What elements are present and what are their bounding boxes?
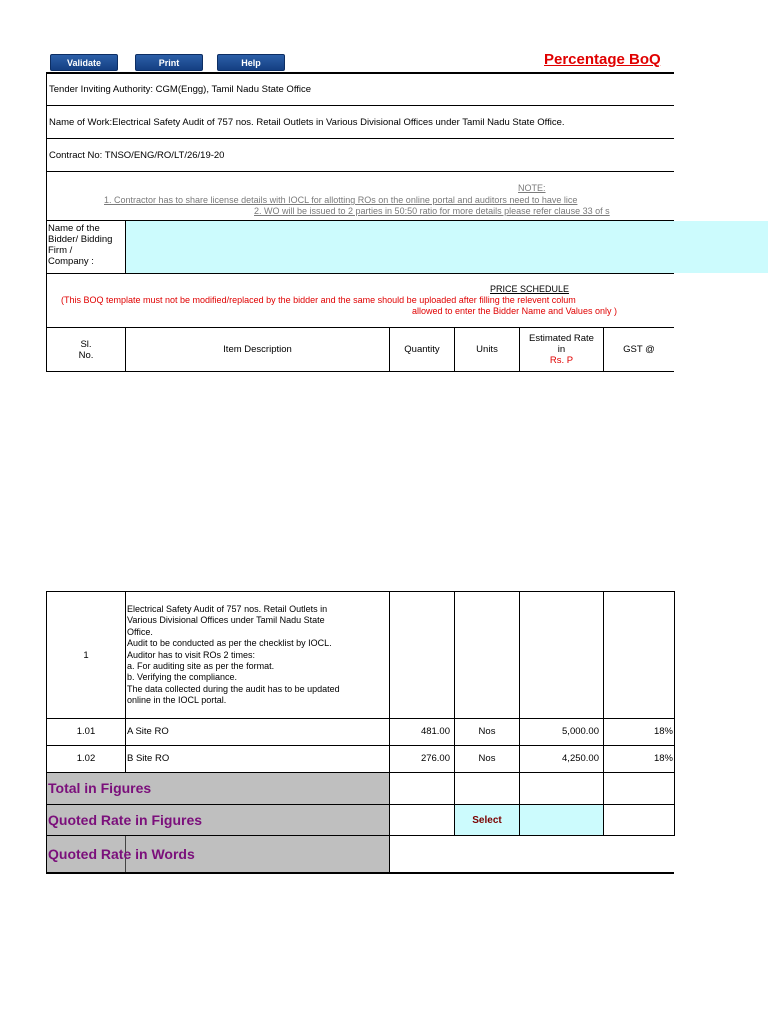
quoted-rate-input[interactable] [520,805,603,835]
note-line-2: 2. WO will be issued to 2 parties in 50:50 ratio for more details please refer clause 33 of s [254,206,610,216]
note-line-1: 1. Contractor has to share license details with IOCL for allotting ROs on the online portal and auditors need to have lice [104,195,578,205]
help-button[interactable]: Help [217,54,285,71]
validate-button[interactable]: Validate [50,54,118,71]
col-units: Units [476,344,498,355]
row-quantity: 481.00 [420,726,450,737]
template-warning-line-1: (This BOQ template must not be modified/replaced by the bidder and the same should be uploaded after filling the relevent colum [61,295,576,305]
notes-section [47,172,674,220]
col-sl-no: Sl. No. [78,339,94,361]
item-main-sl: 1 [83,650,89,661]
row-rate: 5,000.00 [562,726,599,737]
row-description: B Site RO [127,753,170,764]
col-item-description: Item Description [223,344,292,355]
col-gst: GST @ [623,344,655,355]
row-units: Nos [478,753,496,764]
quoted-rate-words-value [390,836,674,872]
row-units: Nos [478,726,496,737]
row-gst: 18% [653,753,673,764]
bidder-name-input[interactable] [126,221,768,273]
template-warning-line-2: allowed to enter the Bidder Name and Values only ) [412,306,617,316]
total-in-figures-label: Total in Figures [48,780,152,796]
row-gst: 18% [653,726,673,737]
col-estimated-rate: Estimated Rate in Rs. P [529,333,594,366]
bidder-label: Name of the Bidder/ Bidding Firm / Company : [48,223,113,267]
row-sl: 1.02 [76,753,96,764]
contract-no: Contract No: TNSO/ENG/RO/LT/26/19-20 [49,150,225,161]
page-title: Percentage BoQ [544,51,661,68]
row-description: A Site RO [127,726,169,737]
col-quantity: Quantity [404,344,440,355]
price-schedule-heading: PRICE SCHEDULE [490,284,570,294]
price-schedule-section [47,274,674,327]
tender-authority: Tender Inviting Authority: CGM(Engg), Tamil Nadu State Office [49,84,312,95]
select-dropdown[interactable]: Select [455,805,519,835]
row-quantity: 276.00 [420,753,450,764]
row-rate: 4,250.00 [562,753,599,764]
name-of-work: Name of Work:Electrical Safety Audit of 757 nos. Retail Outlets in Various Divisional Offices under Tamil Nadu State Office. [49,117,565,128]
note-label: NOTE: [518,183,546,193]
print-button[interactable]: Print [135,54,203,71]
row-sl: 1.01 [76,726,96,737]
quoted-rate-words-label: Quoted Rate in Words [48,846,195,862]
item-main-description: Electrical Safety Audit of 757 nos. Retail Outlets in Various Divisional Offices under Tamil Nadu State Office. Audit to be conducted as per the checklist by IOCL. Auditor has to visit ROs 2 times: a. For auditing site as per the format. b. Verifying the compliance. The data collected during the audit has to be updated online in the IOCL portal. [127,604,340,706]
quoted-rate-figures-label: Quoted Rate in Figures [48,812,203,828]
